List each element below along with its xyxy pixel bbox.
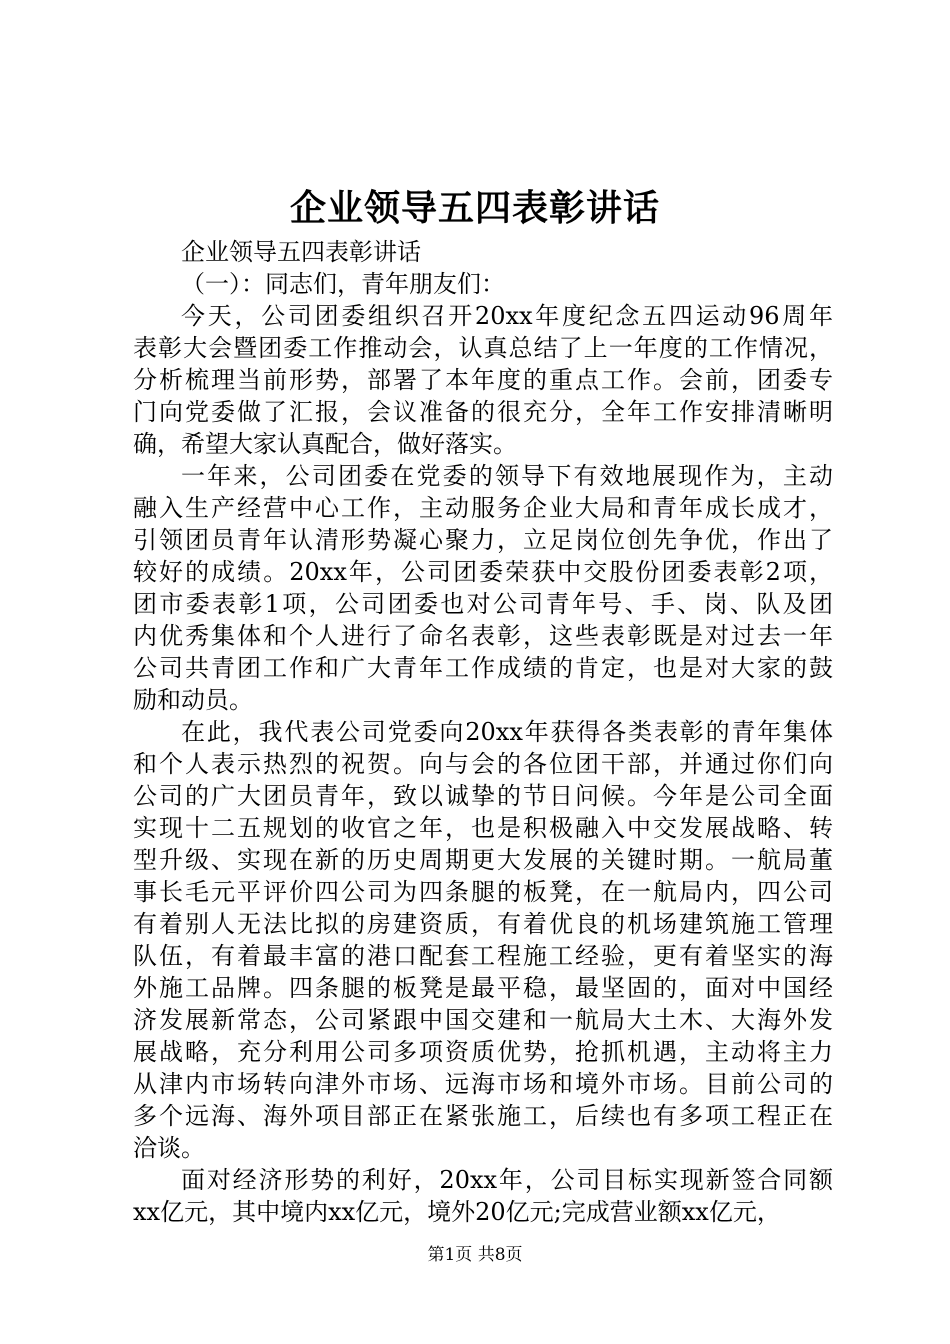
paragraph-line: 公司的广大团员青年，致以诚挚的节日问候。今年是公司全面 xyxy=(133,782,833,810)
paragraph-line: 洽谈。 xyxy=(133,1134,205,1162)
paragraph-line: 有着别人无法比拟的房建资质，有着优良的机场建筑施工管理 xyxy=(133,910,833,938)
paragraph-line: 外施工品牌。四条腿的板凳是最平稳，最坚固的，面对中国经 xyxy=(133,974,833,1002)
paragraph-line: 表彰大会暨团委工作推动会，认真总结了上一年度的工作情况， xyxy=(133,334,833,362)
paragraph-line: 展战略，充分利用公司多项资质优势，抢抓机遇，主动将主力 xyxy=(133,1038,833,1066)
paragraph-line: 事长毛元平评价四公司为四条腿的板凳，在一航局内，四公司 xyxy=(133,878,833,906)
paragraph xyxy=(133,236,833,268)
paragraph-line: 内优秀集体和个人进行了命名表彰，这些表彰既是对过去一年 xyxy=(133,622,833,650)
paragraph-line: 励和动员。 xyxy=(133,686,253,714)
paragraph-line: 公司共青团工作和广大青年工作成绩的肯定，也是对大家的鼓 xyxy=(133,654,833,682)
paragraph-line: 分析梳理当前形势，部署了本年度的重点工作。会前，团委专 xyxy=(133,366,833,394)
paragraph-line: 确，希望大家认真配合，做好落实。 xyxy=(133,430,517,458)
paragraph-line: 团市委表彰1项，公司团委也对公司青年号、手、岗、队及团 xyxy=(133,590,833,618)
paragraph-line: 济发展新常态，公司紧跟中国交建和一航局大土木、大海外发 xyxy=(133,1006,833,1034)
paragraph xyxy=(133,1164,833,1228)
paragraph-line: 一年来，公司团委在党委的领导下有效地展现作为，主动 xyxy=(181,462,833,490)
paragraph-line: 企业领导五四表彰讲话 xyxy=(181,238,421,266)
paragraph-line: （一）：同志们，青年朋友们： xyxy=(181,270,505,298)
paragraph-line: 队伍，有着最丰富的港口配套工程施工经验，更有着坚实的海 xyxy=(133,942,833,970)
paragraph-line: 实现十二五规划的收官之年，也是积极融入中交发展战略、转 xyxy=(133,814,833,842)
paragraph xyxy=(133,460,833,716)
paragraph-line: 融入生产经营中心工作，主动服务企业大局和青年成长成才， xyxy=(133,494,833,522)
paragraph-line: 型升级、实现在新的历史周期更大发展的关键时期。一航局董 xyxy=(133,846,833,874)
paragraph-line: 较好的成绩。20xx年，公司团委荣获中交股份团委表彰2项， xyxy=(133,558,833,586)
paragraph-line: 和个人表示热烈的祝贺。向与会的各位团干部，并通过你们向 xyxy=(133,750,833,778)
document-body xyxy=(133,236,833,1228)
paragraph xyxy=(133,268,833,300)
page-footer: 第1页 共8页 xyxy=(427,1245,523,1265)
paragraph-line: 门向党委做了汇报，会议准备的很充分，全年工作安排清晰明 xyxy=(133,398,833,426)
paragraph-line: xx亿元，其中境内xx亿元，境外20亿元;完成营业额xx亿元， xyxy=(133,1198,781,1226)
paragraph xyxy=(133,300,833,460)
paragraph-line: 今天，公司团委组织召开20xx年度纪念五四运动96周年 xyxy=(181,302,833,330)
paragraph-line: 在此，我代表公司党委向20xx年获得各类表彰的青年集体 xyxy=(181,718,833,746)
paragraph-line: 引领团员青年认清形势凝心聚力，立足岗位创先争优，作出了 xyxy=(133,526,833,554)
paragraph-line: 多个远海、海外项目部正在紧张施工，后续也有多项工程正在 xyxy=(133,1102,833,1130)
paragraph-line: 面对经济形势的利好，20xx年，公司目标实现新签合同额 xyxy=(181,1166,833,1194)
paragraph xyxy=(133,716,833,1164)
paragraph-line: 从津内市场转向津外市场、远海市场和境外市场。目前公司的 xyxy=(133,1070,833,1098)
document-title: 企业领导五四表彰讲话 xyxy=(289,187,660,229)
